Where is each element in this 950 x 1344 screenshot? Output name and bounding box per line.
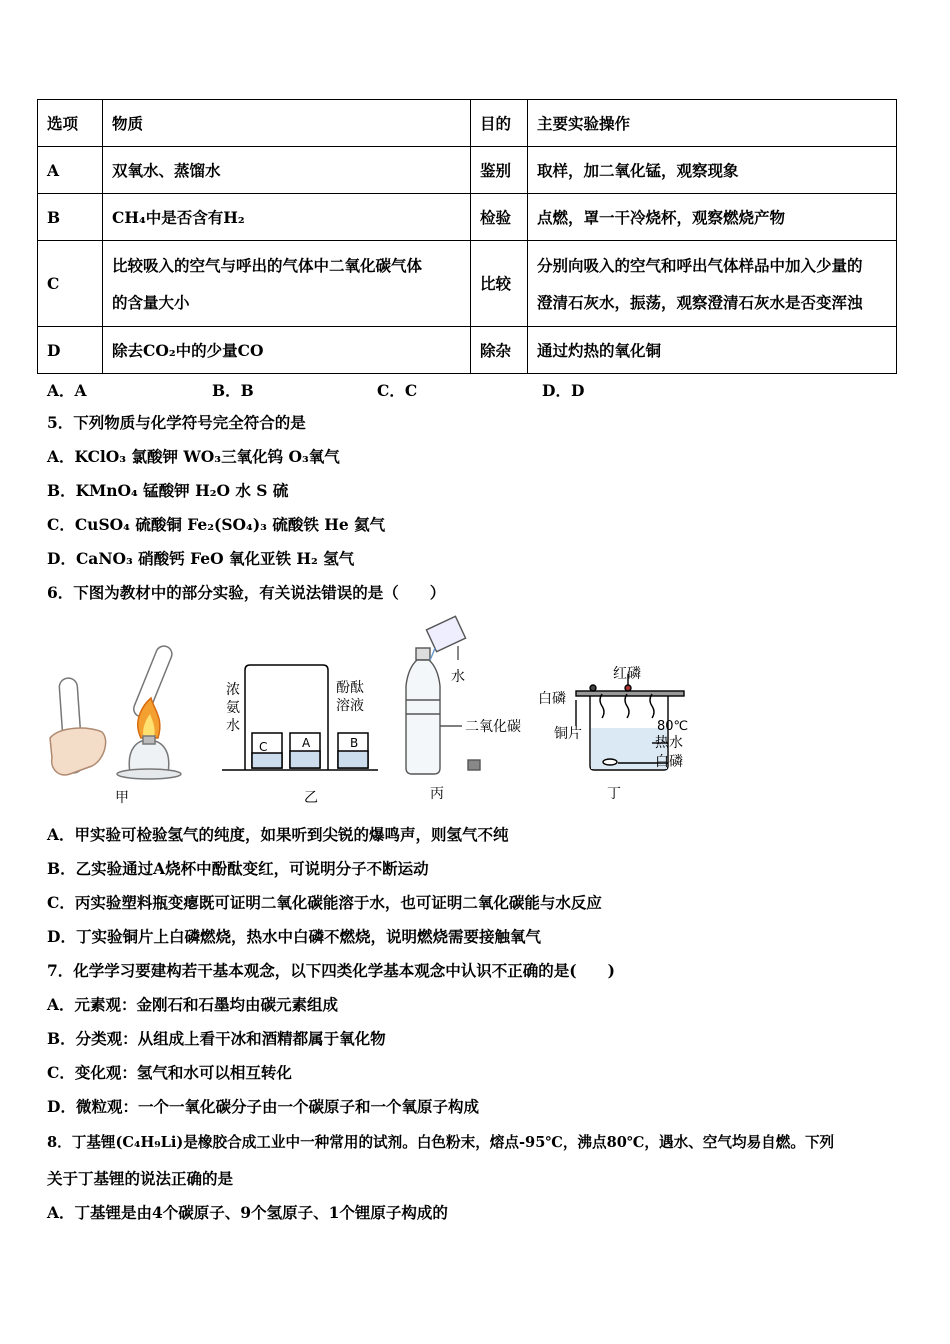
cell-option: D <box>38 327 103 374</box>
cell-substance: 除去CO₂中的少量CO <box>103 327 471 374</box>
q6-option-b[interactable]: B．乙实验通过A烧杯中酚酞变红，可说明分子不断运动 <box>47 859 429 878</box>
label-white-phosphorus-bottom: 白磷 <box>655 754 683 770</box>
cell-substance <box>103 241 471 327</box>
q7-option-a[interactable]: A．元素观：金刚石和石墨均由碳元素组成 <box>47 995 339 1014</box>
q6-stem: 6．下图为教材中的部分实验，有关说法错误的是（ ） <box>47 583 446 602</box>
label-nong: 浓 <box>226 682 240 698</box>
cell-line: 比较吸入的空气与呼出的气体中二氧化碳气体 <box>112 255 423 275</box>
q7-option-c[interactable]: C．变化观：氢气和水可以相互转化 <box>47 1063 292 1082</box>
cell-operation: 点燃，罩一干冷烧杯，观察燃烧产物 <box>528 194 897 241</box>
cell-purpose: 检验 <box>471 194 528 241</box>
q4-option-b[interactable]: B．B <box>212 381 254 400</box>
label-shui: 水 <box>226 718 240 734</box>
figure-label-bing: 丙 <box>430 786 444 802</box>
q6-option-a[interactable]: A．甲实验可检验氢气的纯度，如果听到尖锐的爆鸣声，则氢气不纯 <box>47 825 509 844</box>
cell-purpose: 除杂 <box>471 327 528 374</box>
beaker-b-label: B <box>350 736 359 750</box>
cell-purpose: 鉴别 <box>471 147 528 194</box>
q4-option-d[interactable]: D．D <box>542 381 585 400</box>
label-an: 氨 <box>226 700 240 716</box>
cell-operation <box>528 241 897 327</box>
q8-stem-line1: 8．丁基锂(C₄H₉Li)是橡胶合成工业中一种常用的试剂。白色粉末，熔点-95℃，沸点80℃，遇水、空气均易自燃。下列 <box>47 1134 835 1151</box>
q6-experiment-figure <box>40 608 700 813</box>
figure-label-yi: 乙 <box>304 790 318 806</box>
header-substance: 物质 <box>103 100 471 147</box>
q7-option-d[interactable]: D．微粒观：一个一氧化碳分子由一个碳原子和一个氧原子构成 <box>47 1097 479 1116</box>
table-row <box>38 327 897 374</box>
cell-operation: 取样，加二氧化锰，观察现象 <box>528 147 897 194</box>
q5-option-b[interactable]: B．KMnO₄ 锰酸钾 H₂O 水 S 硫 <box>47 481 289 500</box>
cell-line: 澄清石灰水，振荡，观察澄清石灰水是否变浑浊 <box>537 292 863 312</box>
q5-option-c[interactable]: C．CuSO₄ 硫酸铜 Fe₂(SO₄)₃ 硫酸铁 He 氦气 <box>47 515 386 534</box>
cell-line: 分别向吸入的空气和呼出气体样品中加入少量的 <box>537 255 863 275</box>
label-hot-water: 热水 <box>655 735 683 751</box>
beaker-a-label: A <box>302 736 311 750</box>
q5-option-a[interactable]: A．KClO₃ 氯酸钾 WO₃三氧化钨 O₃氧气 <box>47 447 340 466</box>
cell-option: A <box>38 147 103 194</box>
table-row <box>38 194 897 241</box>
label-temperature: 80℃ <box>657 719 689 734</box>
header-option: 选项 <box>38 100 103 147</box>
hydrogen-purity-test-illustration <box>50 644 181 779</box>
cell-line: 的含量大小 <box>112 292 190 312</box>
q4-option-a[interactable]: A．A <box>47 381 87 400</box>
experiment-table <box>37 99 897 374</box>
cell-operation: 通过灼热的氧化铜 <box>528 327 897 374</box>
label-water: 水 <box>451 669 465 685</box>
label-co2: 二氧化碳 <box>465 719 521 735</box>
header-operation: 主要实验操作 <box>528 100 897 147</box>
header-purpose: 目的 <box>471 100 528 147</box>
beaker-c-label: C <box>259 740 268 754</box>
q5-option-d[interactable]: D．CaNO₃ 硝酸钙 FeO 氧化亚铁 H₂ 氢气 <box>47 549 355 568</box>
q8-stem-line2: 关于丁基锂的说法正确的是 <box>47 1169 234 1188</box>
cell-purpose: 比较 <box>471 241 528 327</box>
table-row <box>38 147 897 194</box>
q7-stem: 7．化学学习要建构若干基本观念，以下四类化学基本观念中认识不正确的是( ) <box>47 961 615 980</box>
table-row <box>38 241 897 327</box>
q6-option-d[interactable]: D．丁实验铜片上白磷燃烧，热水中白磷不燃烧，说明燃烧需要接触氧气 <box>47 927 541 946</box>
label-solution: 溶液 <box>336 698 364 714</box>
label-white-phosphorus-top: 白磷 <box>538 691 566 707</box>
cell-option: B <box>38 194 103 241</box>
q7-option-b[interactable]: B．分类观：从组成上看干冰和酒精都属于氧化物 <box>47 1029 386 1048</box>
q6-option-c[interactable]: C．丙实验塑料瓶变瘪既可证明二氧化碳能溶于水，也可证明二氧化碳能与水反应 <box>47 893 602 912</box>
figure-label-ding: 丁 <box>607 786 621 802</box>
cell-substance: 双氧水、蒸馏水 <box>103 147 471 194</box>
co2-bottle-illustration <box>406 616 480 774</box>
q4-option-c[interactable]: C．C <box>377 381 418 400</box>
table-header-row <box>38 100 897 147</box>
label-phenolphthalein: 酚酞 <box>336 680 364 696</box>
q8-option-a[interactable]: A．丁基锂是由4个碳原子、9个氢原子、1个锂原子构成的 <box>47 1203 448 1222</box>
cell-option: C <box>38 241 103 327</box>
label-copper-sheet: 铜片 <box>554 726 582 742</box>
cell-substance: CH₄中是否含有H₂ <box>103 194 471 241</box>
label-red-phosphorus: 红磷 <box>613 666 641 682</box>
figure-label-jia: 甲 <box>115 790 129 806</box>
q5-stem: 5．下列物质与化学符号完全符合的是 <box>47 413 306 432</box>
